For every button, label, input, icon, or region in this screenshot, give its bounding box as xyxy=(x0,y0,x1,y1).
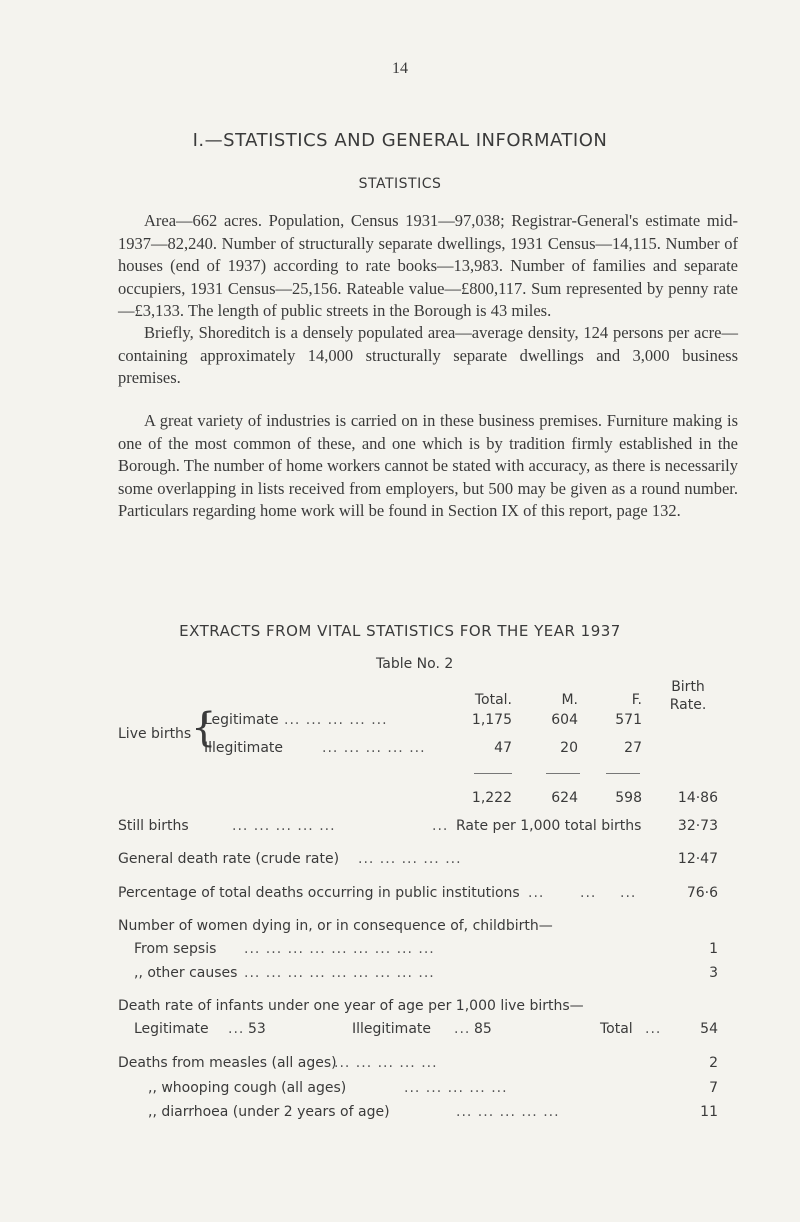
still-births-dots-2: ... xyxy=(432,818,449,834)
header-female: F. xyxy=(631,692,642,708)
still-births-note: Rate per 1,000 total births xyxy=(456,818,642,834)
sepsis-value: 1 xyxy=(709,941,718,957)
whooping-label: ,, whooping cough (all ages) xyxy=(148,1080,347,1096)
paragraph-area xyxy=(118,210,738,323)
institutions-label: Percentage of total deaths occurring in public institutions xyxy=(118,885,520,901)
other-causes-dots: ... ... ... ... ... ... ... ... ... xyxy=(244,965,435,981)
legitimate-f: 571 xyxy=(615,712,642,728)
section-title: I.—STATISTICS AND GENERAL INFORMATION xyxy=(192,130,608,151)
measles-dots: ... ... ... ... ... xyxy=(334,1055,438,1071)
infant-legitimate-value: 53 xyxy=(248,1021,266,1037)
infant-total-dots: ... xyxy=(645,1021,662,1037)
subsection-title: STATISTICS xyxy=(358,176,442,192)
table-title: Table No. 2 xyxy=(376,656,454,672)
sum-m: 624 xyxy=(551,790,578,806)
paragraph-2: Briefly, Shoreditch is a densely populated area—average density, 124 persons per acre—containing approximately 14,000 structurally separate dwellings and 3,000 business premises. xyxy=(118,323,738,387)
still-births-label: Still births xyxy=(118,818,189,834)
paragraph-3: A great variety of industries is carried on in these business premises. Furniture making is one of the most common of these, and one which is by tradition firmly established in the Borough. The number of home workers cannot be stated with accuracy, as there is necessarily some overlapping in lists received from employers, but 500 may be given as a round number. Particulars regarding home work will be found in Section IX of this report, page 132. xyxy=(118,411,738,520)
legitimate-dots: ... ... ... ... ... xyxy=(284,712,388,728)
sum-rule-f xyxy=(606,773,640,774)
whooping-dots: ... ... ... ... ... xyxy=(404,1080,508,1096)
sepsis-dots: ... ... ... ... ... ... ... ... ... xyxy=(244,941,435,957)
page-number: 14 xyxy=(392,60,408,77)
death-rate-dots: ... ... ... ... ... xyxy=(358,851,462,867)
header-rate: Rate. xyxy=(669,697,707,713)
live-births-label: Live births xyxy=(118,726,192,742)
whooping-value: 7 xyxy=(709,1080,718,1096)
maternal-label: Number of women dying in, or in consequence of, childbirth— xyxy=(118,918,553,934)
legitimate-m: 604 xyxy=(551,712,578,728)
sepsis-label: From sepsis xyxy=(134,941,217,957)
still-births-value: 32·73 xyxy=(677,818,718,834)
institutions-dots-3: ... xyxy=(620,885,637,901)
illegitimate-dots: ... ... ... ... ... xyxy=(322,740,426,756)
institutions-dots-2: ... xyxy=(580,885,597,901)
institutions-value: 76·6 xyxy=(686,885,718,901)
birth-rate-value: 14·86 xyxy=(677,790,718,806)
header-male: M. xyxy=(561,692,578,708)
other-causes-label: ,, other causes xyxy=(134,965,238,981)
paragraph-1: Area—662 acres. Population, Census 1931—97,038; Registrar-General's estimate mid-1937—82,240. Number of structurally separate dwellings, 1931 Census—14,115. Number of houses (end of 1937) according to rate books—13,983. Number of families and separate occupiers, 1931 Census—25,156. Rateable value—£800,117. Sum represented by penny rate—£3,133. The length of public streets in the Borough is 43 miles. xyxy=(118,211,738,320)
illegitimate-m: 20 xyxy=(560,740,578,756)
diarrhoea-value: 11 xyxy=(700,1104,718,1120)
infant-total-value: 54 xyxy=(700,1021,718,1037)
illegitimate-label: Illegitimate xyxy=(204,740,283,756)
legitimate-total: 1,175 xyxy=(471,712,512,728)
sum-total: 1,222 xyxy=(471,790,512,806)
infant-illegitimate-value: 85 xyxy=(474,1021,492,1037)
paragraph-density xyxy=(118,322,738,390)
sum-f: 598 xyxy=(615,790,642,806)
extracts-title: EXTRACTS FROM VITAL STATISTICS FOR THE YEAR 1937 xyxy=(179,622,621,640)
other-causes-value: 3 xyxy=(709,965,718,981)
paragraph-industries xyxy=(118,410,738,523)
still-births-dots: ... ... ... ... ... xyxy=(232,818,336,834)
illegitimate-f: 27 xyxy=(624,740,642,756)
sum-rule-m xyxy=(546,773,580,774)
infant-label: Death rate of infants under one year of age per 1,000 live births— xyxy=(118,998,584,1014)
institutions-dots: ... xyxy=(528,885,545,901)
measles-value: 2 xyxy=(709,1055,718,1071)
infant-legitimate-label: Legitimate xyxy=(134,1021,209,1037)
measles-label: Deaths from measles (all ages) xyxy=(118,1055,337,1071)
diarrhoea-dots: ... ... ... ... ... xyxy=(456,1104,560,1120)
death-rate-label: General death rate (crude rate) xyxy=(118,851,340,867)
infant-legitimate-dots: ... xyxy=(228,1021,245,1037)
infant-illegitimate-label: Illegitimate xyxy=(352,1021,431,1037)
brace-icon: { xyxy=(191,705,217,751)
diarrhoea-label: ,, diarrhoea (under 2 years of age) xyxy=(148,1104,390,1120)
header-total: Total. xyxy=(474,692,512,708)
illegitimate-total: 47 xyxy=(494,740,512,756)
header-birth: Birth xyxy=(671,679,705,695)
infant-illegitimate-dots: ... xyxy=(454,1021,471,1037)
infant-total-label: Total xyxy=(600,1021,633,1037)
legitimate-label: Legitimate xyxy=(204,712,279,728)
sum-rule-total xyxy=(474,773,512,774)
death-rate-value: 12·47 xyxy=(677,851,718,867)
